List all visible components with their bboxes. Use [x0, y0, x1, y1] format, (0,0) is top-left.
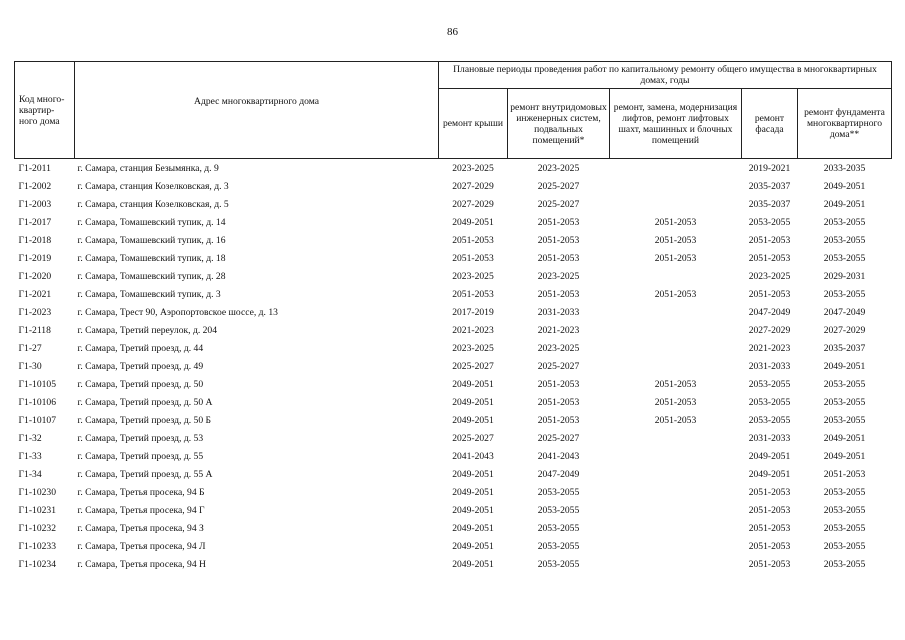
cell-foundation: 2053-2055 [823, 414, 866, 426]
table-row [15, 321, 892, 339]
table-row [15, 555, 892, 573]
cell-address: г. Самара, Томашевский тупик, д. 18 [77, 252, 226, 264]
cell-lifts: 2051-2053 [654, 378, 697, 390]
cell-roof: 2023-2025 [452, 342, 494, 354]
cell-foundation: 2053-2055 [823, 504, 866, 516]
cell-roof: 2027-2029 [452, 180, 494, 192]
repair-schedule-table [14, 61, 892, 573]
cell-roof: 2051-2053 [452, 252, 494, 264]
cell-code: Г1-10107 [18, 414, 57, 426]
cell-roof: 2017-2019 [452, 306, 494, 318]
cell-code: Г1-10234 [18, 558, 57, 570]
cell-foundation: 2049-2051 [823, 450, 866, 462]
cell-roof: 2051-2053 [452, 288, 494, 300]
cell-foundation: 2053-2055 [823, 522, 866, 534]
cell-foundation: 2049-2051 [823, 198, 866, 210]
cell-facade: 2021-2023 [748, 342, 791, 354]
cell-roof: 2049-2051 [452, 414, 494, 426]
cell-address: г. Самара, Трест 90, Аэропортовское шоссе, д. 13 [77, 306, 278, 318]
cell-foundation: 2049-2051 [823, 360, 866, 372]
cell-utilities: 2053-2055 [537, 522, 580, 534]
cell-code: Г1-10233 [18, 540, 57, 552]
cell-roof: 2023-2025 [452, 270, 494, 282]
cell-utilities: 2021-2023 [537, 324, 580, 336]
cell-roof: 2021-2023 [452, 324, 494, 336]
cell-utilities: 2041-2043 [537, 450, 580, 462]
header-periods-group: Плановые периоды проведения работ по капитальному ремонту общего имущества в многоквартирных домах, годы [439, 62, 892, 89]
cell-foundation: 2027-2029 [823, 324, 866, 336]
header-lifts: ремонт, замена, модернизация лифтов, ремонт лифтовых шахт, машинных и блочных помещений [610, 89, 742, 159]
table-row [15, 249, 892, 267]
cell-lifts [610, 465, 742, 483]
table-row [15, 231, 892, 249]
header-code: Код много-квартир-ного дома [15, 62, 75, 159]
cell-roof: 2049-2051 [452, 378, 494, 390]
cell-roof: 2023-2025 [439, 159, 508, 178]
cell-address: г. Самара, Третий проезд, д. 50 А [77, 396, 213, 408]
cell-utilities: 2051-2053 [537, 288, 580, 300]
cell-facade: 2019-2021 [742, 159, 798, 178]
table-row [15, 195, 892, 213]
cell-utilities: 2053-2055 [537, 486, 580, 498]
cell-code: Г1-10105 [18, 378, 57, 390]
header-address: Адрес многоквартирного дома [75, 62, 439, 159]
cell-foundation: 2053-2055 [823, 540, 866, 552]
cell-foundation: 2035-2037 [823, 342, 866, 354]
cell-utilities: 2051-2053 [537, 378, 580, 390]
cell-address: г. Самара, Третий проезд, д. 50 Б [77, 414, 212, 426]
table-row [15, 411, 892, 429]
cell-code: Г1-2011 [15, 159, 75, 178]
cell-utilities: 2051-2053 [537, 252, 580, 264]
table-row [15, 285, 892, 303]
cell-utilities: 2031-2033 [537, 306, 580, 318]
cell-code: Г1-10232 [18, 522, 57, 534]
cell-roof: 2049-2051 [452, 396, 494, 408]
cell-utilities: 2051-2053 [537, 396, 580, 408]
cell-foundation: 2029-2031 [823, 270, 866, 282]
cell-lifts [610, 195, 742, 213]
cell-foundation: 2053-2055 [823, 234, 866, 246]
cell-foundation: 2051-2053 [823, 468, 866, 480]
header-facade: ремонт фасада [742, 89, 798, 159]
cell-facade: 2053-2055 [748, 396, 791, 408]
cell-foundation: 2049-2051 [823, 432, 866, 444]
table-row [15, 213, 892, 231]
cell-lifts: 2051-2053 [654, 288, 697, 300]
cell-facade: 2053-2055 [748, 216, 791, 228]
cell-address: г. Самара, Третья просека, 94 Г [77, 504, 205, 516]
cell-facade: 2027-2029 [748, 324, 791, 336]
table-row [15, 465, 892, 483]
cell-address: г. Самара, Томашевский тупик, д. 3 [77, 288, 221, 300]
cell-lifts: 2051-2053 [654, 234, 697, 246]
cell-lifts [610, 501, 742, 519]
cell-facade: 2051-2053 [748, 540, 791, 552]
table-row [15, 267, 892, 285]
cell-utilities: 2053-2055 [537, 540, 580, 552]
header-foundation: ремонт фундамента многоквартирного дома** [798, 89, 892, 159]
cell-lifts [610, 303, 742, 321]
cell-code: Г1-34 [18, 468, 42, 480]
cell-roof: 2049-2051 [452, 504, 494, 516]
cell-foundation: 2053-2055 [823, 288, 866, 300]
cell-foundation: 2053-2055 [823, 486, 866, 498]
cell-code: Г1-2021 [18, 288, 52, 300]
cell-lifts [610, 483, 742, 501]
cell-code: Г1-2017 [18, 216, 52, 228]
cell-lifts [610, 357, 742, 375]
cell-roof: 2027-2029 [452, 198, 494, 210]
cell-address: г. Самара, Третий переулок, д. 204 [77, 324, 218, 336]
cell-lifts [610, 537, 742, 555]
cell-address: г. Самара, Третий проезд, д. 50 [77, 378, 204, 390]
cell-facade: 2051-2053 [748, 252, 791, 264]
cell-foundation: 2049-2051 [823, 180, 866, 192]
cell-utilities: 2023-2025 [508, 159, 610, 178]
table-row [15, 447, 892, 465]
cell-roof: 2041-2043 [452, 450, 494, 462]
cell-address: г. Самара, Третий проезд, д. 55 А [77, 468, 213, 480]
cell-lifts [610, 159, 742, 178]
cell-facade: 2051-2053 [748, 558, 791, 570]
cell-address: г. Самара, Третья просека, 94 Б [77, 486, 205, 498]
cell-utilities: 2053-2055 [537, 558, 580, 570]
cell-code: Г1-2118 [18, 324, 51, 336]
cell-foundation: 2053-2055 [823, 216, 866, 228]
cell-code: Г1-2023 [18, 306, 52, 318]
cell-address: г. Самара, станция Козелковская, д. 5 [77, 198, 229, 210]
cell-lifts [610, 519, 742, 537]
cell-lifts: 2051-2053 [654, 252, 697, 264]
cell-lifts [610, 555, 742, 573]
cell-code: Г1-2002 [18, 180, 52, 192]
cell-code: Г1-27 [18, 342, 42, 354]
cell-code: Г1-32 [18, 432, 42, 444]
cell-utilities: 2025-2027 [537, 180, 580, 192]
cell-address: г. Самара, Третья просека, 94 Л [77, 540, 206, 552]
cell-code: Г1-2020 [18, 270, 52, 282]
table-row [15, 303, 892, 321]
cell-code: Г1-10230 [18, 486, 57, 498]
cell-address: г. Самара, станция Безымянка, д. 9 [75, 159, 439, 178]
table-row [15, 537, 892, 555]
cell-foundation: 2053-2055 [823, 396, 866, 408]
cell-roof: 2049-2051 [452, 558, 494, 570]
cell-code: Г1-10106 [18, 396, 57, 408]
cell-address: г. Самара, Третья просека, 94 Н [77, 558, 206, 570]
cell-code: Г1-2018 [18, 234, 52, 246]
cell-code: Г1-2019 [18, 252, 52, 264]
cell-facade: 2051-2053 [748, 486, 791, 498]
table-row [15, 393, 892, 411]
cell-facade: 2049-2051 [748, 450, 791, 462]
table-row [15, 375, 892, 393]
header-roof: ремонт крыши [439, 89, 508, 159]
cell-address: г. Самара, Третий проезд, д. 53 [77, 432, 204, 444]
cell-utilities: 2025-2027 [537, 432, 580, 444]
cell-lifts: 2051-2053 [654, 414, 697, 426]
cell-foundation: 2033-2035 [798, 159, 892, 178]
cell-facade: 2035-2037 [748, 198, 791, 210]
cell-utilities: 2025-2027 [537, 360, 580, 372]
cell-address: г. Самара, Третий проезд, д. 49 [77, 360, 204, 372]
cell-code: Г1-10231 [18, 504, 57, 516]
cell-facade: 2035-2037 [748, 180, 791, 192]
header-utilities: ремонт внутридомовых инженерных систем, подвальных помещений* [508, 89, 610, 159]
cell-lifts [610, 321, 742, 339]
cell-address: г. Самара, Томашевский тупик, д. 16 [77, 234, 226, 246]
cell-facade: 2051-2053 [748, 504, 791, 516]
table-row [15, 339, 892, 357]
cell-lifts [610, 339, 742, 357]
cell-utilities: 2051-2053 [537, 216, 580, 228]
cell-facade: 2031-2033 [748, 360, 791, 372]
cell-facade: 2053-2055 [748, 414, 791, 426]
table-row [15, 177, 892, 195]
cell-address: г. Самара, Томашевский тупик, д. 28 [77, 270, 226, 282]
cell-utilities: 2023-2025 [537, 270, 580, 282]
table-header [15, 62, 892, 159]
table-body [15, 159, 892, 574]
cell-facade: 2053-2055 [748, 378, 791, 390]
cell-lifts [610, 447, 742, 465]
cell-address: г. Самара, Третий проезд, д. 44 [77, 342, 204, 354]
cell-roof: 2049-2051 [452, 468, 494, 480]
table-row [15, 429, 892, 447]
cell-code: Г1-2003 [18, 198, 52, 210]
cell-foundation: 2053-2055 [823, 378, 866, 390]
cell-utilities: 2023-2025 [537, 342, 580, 354]
cell-facade: 2047-2049 [748, 306, 791, 318]
cell-facade: 2051-2053 [748, 522, 791, 534]
page-number: 86 [447, 26, 458, 38]
cell-lifts [610, 429, 742, 447]
cell-address: г. Самара, Третий проезд, д. 55 [77, 450, 204, 462]
cell-lifts: 2051-2053 [654, 396, 697, 408]
table-row [15, 519, 892, 537]
cell-lifts: 2051-2053 [654, 216, 697, 228]
cell-facade: 2031-2033 [748, 432, 791, 444]
cell-facade: 2049-2051 [748, 468, 791, 480]
cell-utilities: 2051-2053 [537, 234, 580, 246]
cell-facade: 2051-2053 [748, 234, 791, 246]
cell-foundation: 2047-2049 [823, 306, 866, 318]
cell-roof: 2051-2053 [452, 234, 494, 246]
cell-lifts [610, 177, 742, 195]
cell-facade: 2051-2053 [748, 288, 791, 300]
cell-foundation: 2053-2055 [823, 558, 866, 570]
cell-code: Г1-33 [18, 450, 42, 462]
cell-utilities: 2025-2027 [537, 198, 580, 210]
cell-roof: 2025-2027 [452, 360, 494, 372]
cell-code: Г1-30 [18, 360, 42, 372]
cell-roof: 2049-2051 [452, 522, 494, 534]
table-row [15, 357, 892, 375]
cell-lifts [610, 267, 742, 285]
table-row [15, 159, 892, 178]
cell-roof: 2049-2051 [452, 216, 494, 228]
cell-roof: 2049-2051 [452, 540, 494, 552]
cell-address: г. Самара, Томашевский тупик, д. 14 [77, 216, 226, 228]
cell-utilities: 2053-2055 [537, 504, 580, 516]
cell-facade: 2023-2025 [748, 270, 791, 282]
cell-roof: 2025-2027 [452, 432, 494, 444]
cell-address: г. Самара, Третья просека, 94 З [77, 522, 204, 534]
cell-address: г. Самара, станция Козелковская, д. 3 [77, 180, 229, 192]
table-row [15, 501, 892, 519]
table-row [15, 483, 892, 501]
cell-utilities: 2047-2049 [537, 468, 580, 480]
cell-utilities: 2051-2053 [537, 414, 580, 426]
cell-roof: 2049-2051 [452, 486, 494, 498]
cell-foundation: 2053-2055 [823, 252, 866, 264]
